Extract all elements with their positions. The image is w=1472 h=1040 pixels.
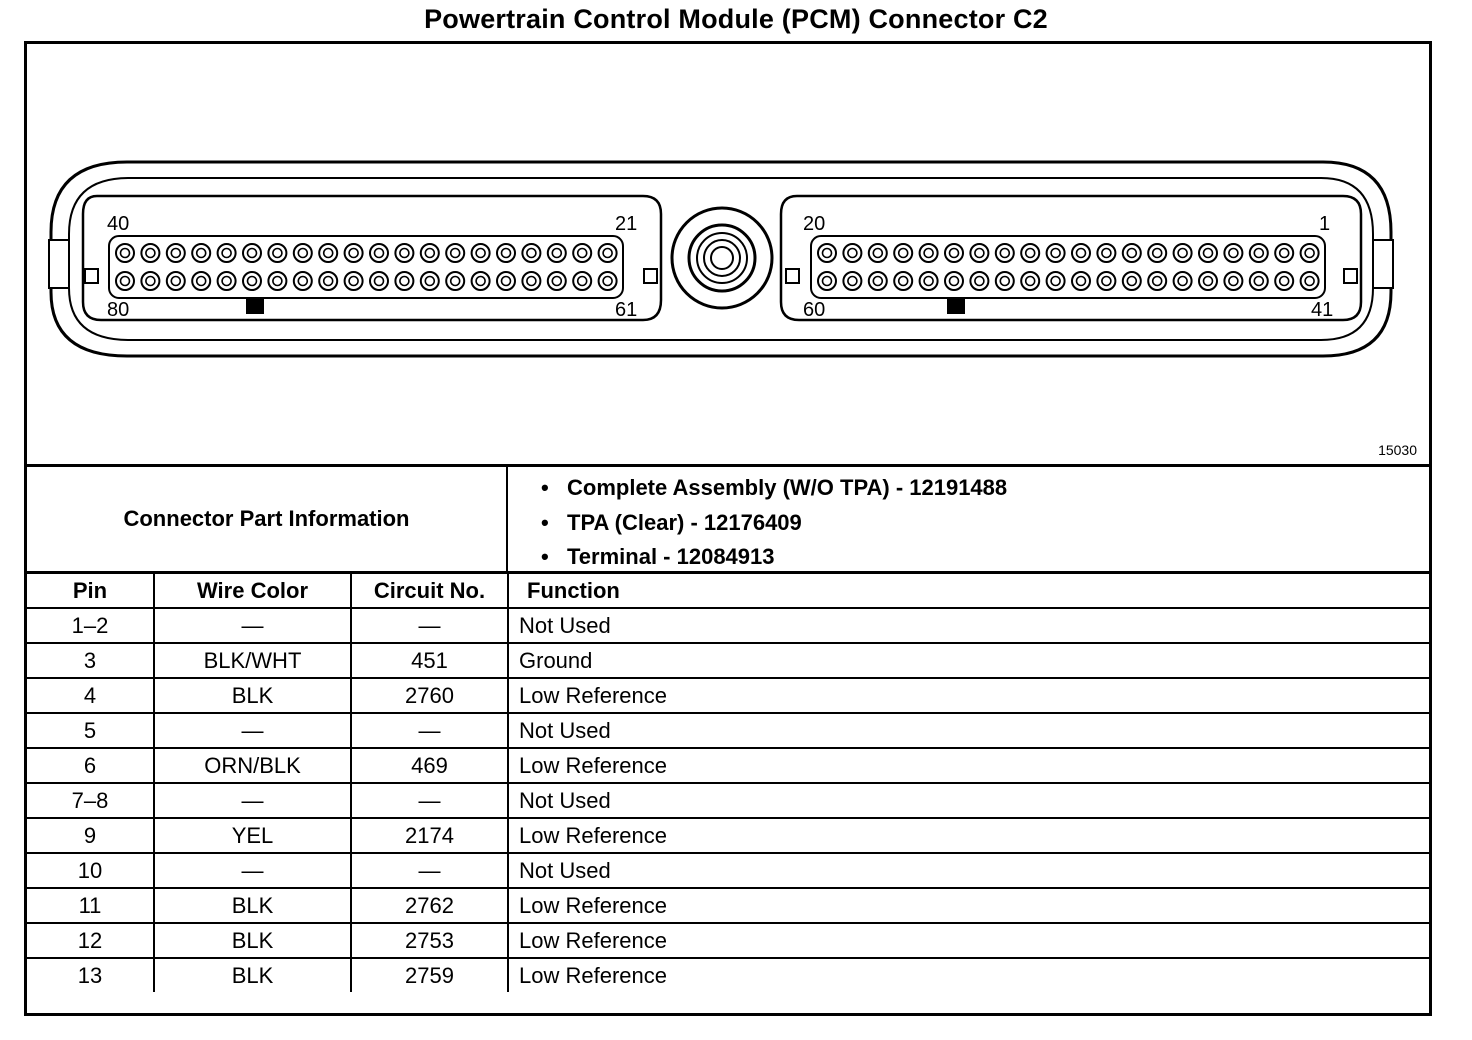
cell-pin: 12 bbox=[27, 923, 154, 958]
key-square bbox=[1344, 269, 1357, 283]
pin-terminal bbox=[395, 272, 413, 290]
table-row bbox=[27, 923, 1429, 958]
cell-pin: 11 bbox=[27, 888, 154, 923]
cell-function: Low Reference bbox=[508, 958, 1429, 992]
pin-terminal bbox=[945, 272, 963, 290]
cell-pin: 6 bbox=[27, 748, 154, 783]
cell-wire-color: ORN/BLK bbox=[154, 748, 351, 783]
pin-terminal bbox=[446, 272, 464, 290]
pin-terminal bbox=[370, 272, 388, 290]
cell-function: Low Reference bbox=[508, 748, 1429, 783]
pin-terminal bbox=[421, 272, 439, 290]
part-item-assembly: • Complete Assembly (W/O TPA) - 12191488 bbox=[541, 471, 1007, 506]
cell-circuit: — bbox=[351, 853, 508, 888]
pin-terminal bbox=[869, 244, 887, 262]
pin-terminal bbox=[1250, 244, 1268, 262]
pin-terminal bbox=[1123, 244, 1141, 262]
pin-terminal bbox=[1174, 244, 1192, 262]
pin-terminal bbox=[1275, 272, 1293, 290]
pin-terminal bbox=[1275, 244, 1293, 262]
cell-circuit: 2760 bbox=[351, 678, 508, 713]
pin-terminal bbox=[920, 272, 938, 290]
pin-terminal bbox=[920, 244, 938, 262]
cell-wire-color: BLK bbox=[154, 923, 351, 958]
pin-terminal bbox=[1199, 244, 1217, 262]
right-pin-block bbox=[781, 196, 1361, 320]
part-info-label: Connector Part Information bbox=[27, 467, 508, 571]
cell-circuit: 2753 bbox=[351, 923, 508, 958]
pin-terminal bbox=[548, 244, 566, 262]
pin-terminal bbox=[522, 272, 540, 290]
pin-terminal bbox=[1123, 272, 1141, 290]
pin-terminal bbox=[294, 244, 312, 262]
cell-wire-color: YEL bbox=[154, 818, 351, 853]
pin-terminal bbox=[167, 272, 185, 290]
pin-terminal bbox=[116, 272, 134, 290]
key-square bbox=[85, 269, 98, 283]
pin-terminal bbox=[192, 244, 210, 262]
right-pin-rows bbox=[818, 244, 1319, 290]
connector-part-information bbox=[27, 467, 1429, 574]
header-circuit: Circuit No. bbox=[351, 574, 508, 608]
part-number-list bbox=[541, 471, 1007, 575]
pin-terminal bbox=[141, 244, 159, 262]
pin-terminal bbox=[268, 272, 286, 290]
pin-terminal bbox=[497, 272, 515, 290]
cell-wire-color: — bbox=[154, 853, 351, 888]
pin-label-60: 60 bbox=[803, 299, 826, 321]
header-pin: Pin bbox=[27, 574, 154, 608]
cell-pin: 13 bbox=[27, 958, 154, 992]
locator-mark bbox=[947, 298, 965, 314]
table-row bbox=[27, 888, 1429, 923]
pin-terminal bbox=[1072, 244, 1090, 262]
table-header-row bbox=[27, 574, 1429, 608]
cell-circuit: — bbox=[351, 608, 508, 643]
pin-terminal bbox=[894, 272, 912, 290]
cell-wire-color: BLK bbox=[154, 958, 351, 992]
pin-terminal bbox=[218, 244, 236, 262]
table-row bbox=[27, 958, 1429, 992]
table-row bbox=[27, 643, 1429, 678]
pin-terminal bbox=[421, 244, 439, 262]
left-latch bbox=[49, 240, 69, 288]
table-row bbox=[27, 608, 1429, 643]
cell-pin: 5 bbox=[27, 713, 154, 748]
pin-terminal bbox=[1224, 272, 1242, 290]
cell-function: Not Used bbox=[508, 783, 1429, 818]
cell-wire-color: BLK bbox=[154, 678, 351, 713]
cell-function: Ground bbox=[508, 643, 1429, 678]
pin-terminal bbox=[1250, 272, 1268, 290]
figure-number: 15030 bbox=[1378, 442, 1417, 458]
left-pin-cavity bbox=[109, 236, 623, 298]
cell-pin: 10 bbox=[27, 853, 154, 888]
pin-terminal bbox=[599, 244, 617, 262]
pin-terminal bbox=[970, 244, 988, 262]
pin-function-table bbox=[27, 574, 1429, 992]
table-row bbox=[27, 748, 1429, 783]
connector-face-drawing bbox=[27, 44, 1429, 464]
pin-terminal bbox=[818, 244, 836, 262]
pin-terminal bbox=[1301, 272, 1319, 290]
pin-terminal bbox=[167, 244, 185, 262]
header-wire-color: Wire Color bbox=[154, 574, 351, 608]
cell-function: Not Used bbox=[508, 608, 1429, 643]
pin-terminal bbox=[345, 272, 363, 290]
pin-terminal bbox=[970, 272, 988, 290]
pin-terminal bbox=[996, 272, 1014, 290]
cell-wire-color: BLK/WHT bbox=[154, 643, 351, 678]
pin-label-61: 61 bbox=[615, 299, 638, 321]
pin-terminal bbox=[1199, 272, 1217, 290]
pin-terminal bbox=[1224, 244, 1242, 262]
pin-terminal bbox=[472, 272, 490, 290]
pin-label-80: 80 bbox=[107, 299, 130, 321]
table-row bbox=[27, 713, 1429, 748]
pin-terminal bbox=[243, 272, 261, 290]
cell-wire-color: — bbox=[154, 713, 351, 748]
pin-terminal bbox=[1301, 244, 1319, 262]
pin-terminal bbox=[843, 244, 861, 262]
pin-terminal bbox=[192, 272, 210, 290]
pin-terminal bbox=[1072, 272, 1090, 290]
pin-terminal bbox=[1097, 244, 1115, 262]
cell-pin: 1–2 bbox=[27, 608, 154, 643]
cell-circuit: 2174 bbox=[351, 818, 508, 853]
pin-terminal bbox=[116, 244, 134, 262]
cell-circuit: 2762 bbox=[351, 888, 508, 923]
center-bolt bbox=[672, 208, 772, 308]
left-pin-rows bbox=[116, 244, 617, 290]
pin-label-40: 40 bbox=[107, 213, 130, 235]
pin-terminal bbox=[1174, 272, 1192, 290]
pin-terminal bbox=[573, 244, 591, 262]
pin-terminal bbox=[869, 272, 887, 290]
cell-function: Low Reference bbox=[508, 923, 1429, 958]
cell-pin: 4 bbox=[27, 678, 154, 713]
key-square bbox=[786, 269, 799, 283]
cell-wire-color: BLK bbox=[154, 888, 351, 923]
pin-terminal bbox=[1148, 272, 1166, 290]
pin-terminal bbox=[446, 244, 464, 262]
cell-function: Low Reference bbox=[508, 888, 1429, 923]
table-row bbox=[27, 818, 1429, 853]
cell-function: Low Reference bbox=[508, 818, 1429, 853]
page-title: Powertrain Control Module (PCM) Connector C2 bbox=[424, 4, 1048, 34]
cell-circuit: — bbox=[351, 783, 508, 818]
pin-terminal bbox=[395, 244, 413, 262]
pin-terminal bbox=[894, 244, 912, 262]
pin-terminal bbox=[345, 244, 363, 262]
pin-terminal bbox=[319, 272, 337, 290]
table-row bbox=[27, 678, 1429, 713]
cell-pin: 3 bbox=[27, 643, 154, 678]
pin-terminal bbox=[319, 244, 337, 262]
pin-terminal bbox=[1097, 272, 1115, 290]
key-square bbox=[644, 269, 657, 283]
pin-label-1: 1 bbox=[1319, 213, 1331, 235]
cell-function: Not Used bbox=[508, 713, 1429, 748]
pin-terminal bbox=[996, 244, 1014, 262]
pin-label-21: 21 bbox=[615, 213, 638, 235]
pin-terminal bbox=[294, 272, 312, 290]
pin-terminal bbox=[268, 244, 286, 262]
pin-terminal bbox=[141, 272, 159, 290]
pin-terminal bbox=[1148, 244, 1166, 262]
pin-terminal bbox=[497, 244, 515, 262]
pin-terminal bbox=[945, 244, 963, 262]
table-row bbox=[27, 783, 1429, 818]
header-function: Function bbox=[508, 574, 1429, 608]
connector-sheet bbox=[24, 41, 1432, 1016]
pin-label-20: 20 bbox=[803, 213, 826, 235]
pin-terminal bbox=[1021, 244, 1039, 262]
connector-diagram bbox=[27, 44, 1429, 467]
pin-terminal bbox=[1047, 244, 1065, 262]
pin-terminal bbox=[1021, 272, 1039, 290]
cell-wire-color: — bbox=[154, 608, 351, 643]
pin-terminal bbox=[370, 244, 388, 262]
cell-circuit: 2759 bbox=[351, 958, 508, 992]
pin-terminal bbox=[599, 272, 617, 290]
right-pin-cavity bbox=[811, 236, 1325, 298]
cell-function: Not Used bbox=[508, 853, 1429, 888]
pin-terminal bbox=[818, 272, 836, 290]
part-item-tpa: • TPA (Clear) - 12176409 bbox=[541, 506, 1007, 541]
cell-circuit: 469 bbox=[351, 748, 508, 783]
cell-pin: 7–8 bbox=[27, 783, 154, 818]
pin-terminal bbox=[243, 244, 261, 262]
pin-terminal bbox=[843, 272, 861, 290]
pin-terminal bbox=[573, 272, 591, 290]
pin-terminal bbox=[548, 272, 566, 290]
cell-function: Low Reference bbox=[508, 678, 1429, 713]
cell-circuit: 451 bbox=[351, 643, 508, 678]
pin-terminal bbox=[1047, 272, 1065, 290]
table-row bbox=[27, 853, 1429, 888]
cell-wire-color: — bbox=[154, 783, 351, 818]
pin-terminal bbox=[218, 272, 236, 290]
cell-circuit: — bbox=[351, 713, 508, 748]
locator-mark bbox=[246, 298, 264, 314]
pin-label-41: 41 bbox=[1311, 299, 1334, 321]
part-item-terminal: • Terminal - 12084913 bbox=[541, 540, 1007, 575]
right-latch bbox=[1373, 240, 1393, 288]
cell-pin: 9 bbox=[27, 818, 154, 853]
pin-terminal bbox=[522, 244, 540, 262]
pin-terminal bbox=[472, 244, 490, 262]
